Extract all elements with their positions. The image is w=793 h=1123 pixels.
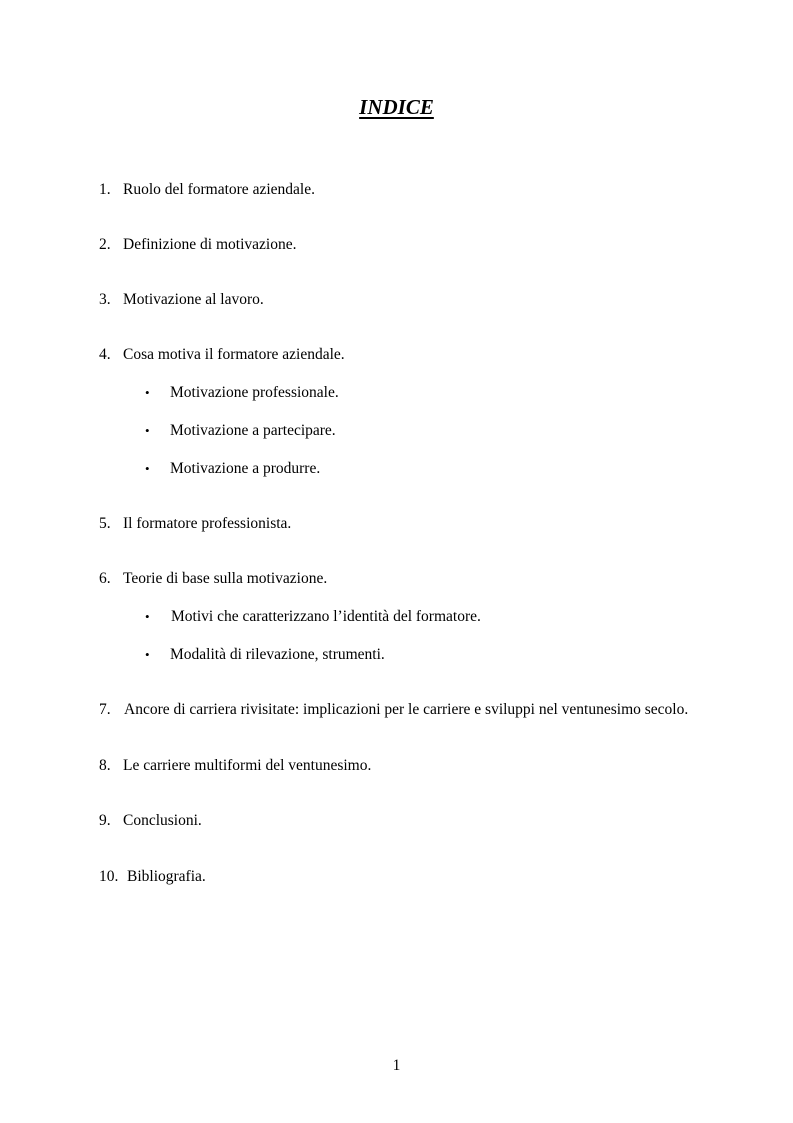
toc-item [0, 180, 793, 200]
toc-item [0, 811, 793, 831]
toc-item [0, 514, 793, 534]
bullet-icon: • [145, 385, 150, 400]
toc-item [0, 345, 793, 365]
toc-item-number: 9. [99, 812, 111, 829]
toc-item-number: 2. [99, 236, 111, 253]
toc-subitem [0, 383, 793, 403]
toc-item [0, 700, 793, 720]
toc-item-text: Ancore di carriera rivisitate: implicazioni per le carriere e sviluppi nel ventunesimo secolo. [124, 701, 689, 718]
toc-item-number: 1. [99, 181, 111, 198]
toc-item [0, 867, 793, 887]
bullet-icon: • [145, 461, 150, 476]
toc-item-text: Le carriere multiformi del ventunesimo. [123, 757, 372, 774]
toc-item-text: Conclusioni. [123, 812, 202, 829]
toc-subitem [0, 607, 793, 627]
toc-subitem-text: Motivazione a produrre. [170, 460, 321, 477]
toc-item [0, 235, 793, 255]
toc-item-text: Definizione di motivazione. [123, 236, 297, 253]
toc-item-number: 3. [99, 291, 111, 308]
toc-item-number: 8. [99, 757, 111, 774]
toc-item [0, 569, 793, 589]
toc-item-number: 10. [99, 868, 119, 885]
bullet-icon: • [145, 609, 150, 624]
toc-item-number: 5. [99, 515, 111, 532]
toc-subitem-text: Motivazione professionale. [170, 384, 339, 401]
page-title: INDICE [359, 95, 434, 119]
toc-item-text: Ruolo del formatore aziendale. [123, 181, 315, 198]
toc-subitem [0, 421, 793, 441]
toc-item-text: Bibliografia. [127, 868, 206, 885]
toc-subitem-text: Motivazione a partecipare. [170, 422, 336, 439]
bullet-icon: • [145, 647, 150, 662]
toc-item-text: Motivazione al lavoro. [123, 291, 264, 308]
toc-item [0, 290, 793, 310]
toc-item-number: 4. [99, 346, 111, 363]
bullet-icon: • [145, 423, 150, 438]
toc-item [0, 756, 793, 776]
toc-subitem-text: Motivi che caratterizzano l’identità del formatore. [171, 608, 481, 625]
toc-item-text: Cosa motiva il formatore aziendale. [123, 346, 345, 363]
toc-item-number: 7. [99, 701, 111, 718]
toc-subitem [0, 459, 793, 479]
toc-item-text: Teorie di base sulla motivazione. [123, 570, 328, 587]
toc-subitem-text: Modalità di rilevazione, strumenti. [170, 646, 385, 663]
toc-subitem [0, 645, 793, 665]
page-number: 1 [392, 1057, 401, 1074]
toc-item-text: Il formatore professionista. [123, 515, 292, 532]
toc-item-number: 6. [99, 570, 111, 587]
